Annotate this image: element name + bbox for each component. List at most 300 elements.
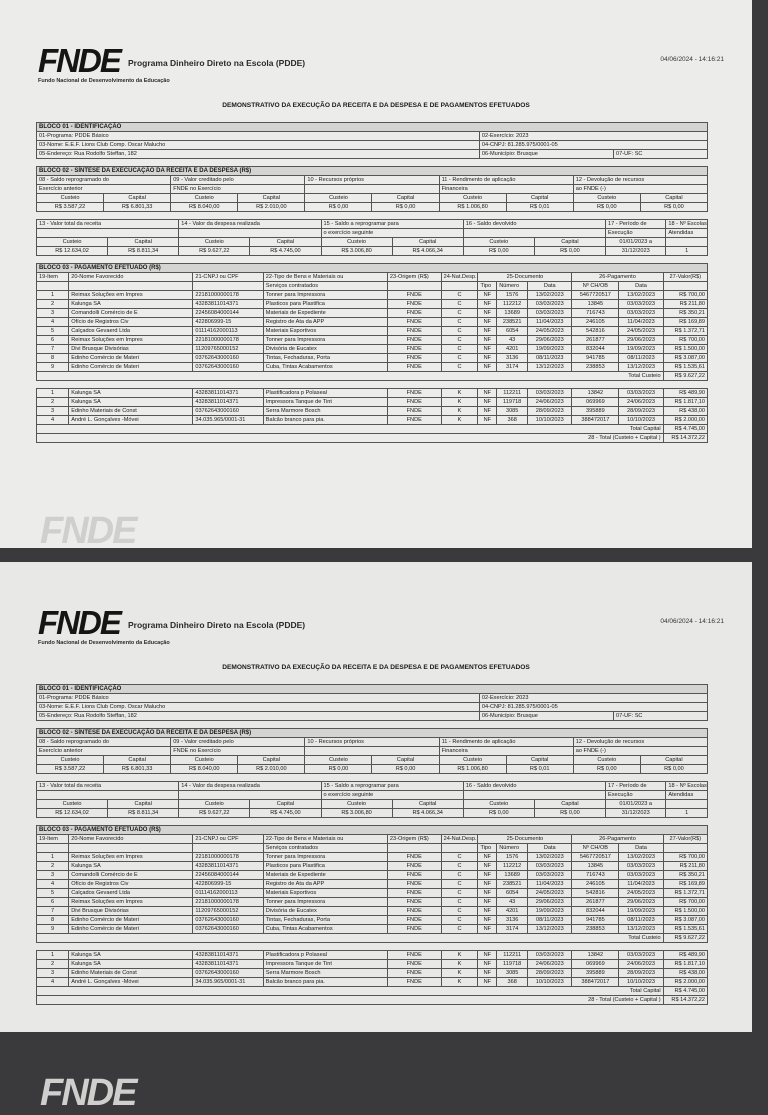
custeio-ch-ob-cell: 832044 bbox=[572, 345, 619, 354]
capital-tipo-bens-cell: Serra Marmore Bosch bbox=[263, 407, 387, 416]
custeio-doc-numero-cell: 112212 bbox=[497, 862, 528, 871]
custeio-doc-data-cell: 13/02/2023 bbox=[528, 291, 572, 300]
h23-origem: 23-Origem (R$) bbox=[387, 273, 441, 282]
endereco-field: 05-Endereço: Rua Rodolfo Steffan, 182 bbox=[37, 150, 480, 159]
custeio-pag-data-cell: 03/03/2023 bbox=[619, 871, 663, 880]
capital-origem-cell: FNDE bbox=[387, 389, 441, 398]
custeio-doc-tipo-cell: NF bbox=[478, 309, 497, 318]
custeio-doc-numero-cell: 43 bbox=[497, 898, 528, 907]
table-row bbox=[37, 416, 708, 425]
custeio-valor-cell: R$ 700,00 bbox=[663, 853, 707, 862]
capital-doc-numero-cell: 368 bbox=[497, 416, 528, 425]
capital-item-cell: 2 bbox=[37, 398, 69, 407]
capital-item-cell: 1 bbox=[37, 951, 69, 960]
custeio-pag-data-cell: 29/06/2023 bbox=[619, 336, 663, 345]
custeio-pag-data-cell: 13/02/2023 bbox=[619, 291, 663, 300]
table-row bbox=[37, 889, 708, 898]
h24-nat-desp: 24-Nat.Desp. bbox=[441, 273, 478, 282]
capital-subheader: Capital bbox=[250, 800, 321, 809]
h-numero: Número bbox=[497, 282, 528, 291]
table-row bbox=[37, 327, 708, 336]
custeio-doc-numero-cell: 3136 bbox=[497, 354, 528, 363]
periodo-fim: 31/12/2023 bbox=[606, 247, 666, 256]
custeio-doc-tipo-cell: NF bbox=[478, 291, 497, 300]
h12-label: 12 - Devolução de recursos bbox=[573, 176, 707, 185]
capital-origem-cell: FNDE bbox=[387, 416, 441, 425]
v09-capital: R$ 2.010,00 bbox=[238, 203, 305, 212]
custeio-origem-cell: FNDE bbox=[387, 907, 441, 916]
capital-favorecido-cell: Edinho Materiais de Const bbox=[69, 407, 193, 416]
capital-nat-desp-cell: K bbox=[441, 407, 478, 416]
h14-label: 14 - Valor da despesa realizada bbox=[179, 220, 321, 229]
capital-origem-cell: FNDE bbox=[387, 951, 441, 960]
capital-subheader: Capital bbox=[534, 800, 605, 809]
capital-doc-tipo-cell: NF bbox=[478, 969, 497, 978]
custeio-pag-data-cell: 13/12/2023 bbox=[619, 925, 663, 934]
custeio-tipo-bens-cell: Materiais Esportivos bbox=[263, 327, 387, 336]
total-geral-label: 28 - Total (Custeio + Capital ) bbox=[37, 996, 664, 1005]
custeio-doc-data-cell: 08/11/2023 bbox=[528, 354, 572, 363]
capital-doc-data-cell: 03/03/2023 bbox=[528, 389, 572, 398]
custeio-doc-data-cell: 11/04/2023 bbox=[528, 318, 572, 327]
municipio-field: 06-Município: Brusque bbox=[479, 150, 613, 159]
capital-ch-ob-cell: 13842 bbox=[572, 951, 619, 960]
custeio-doc-numero-cell: 4201 bbox=[497, 907, 528, 916]
periodo-inicio: 01/01/2023 a bbox=[606, 238, 666, 247]
capital-ch-ob-cell: 13842 bbox=[572, 389, 619, 398]
custeio-nat-desp-cell: C bbox=[441, 898, 478, 907]
h08-label: 08 - Saldo reprogramado do bbox=[37, 176, 171, 185]
custeio-doc-numero-cell: 3174 bbox=[497, 363, 528, 372]
h-data: Data bbox=[528, 844, 572, 853]
capital-valor-cell: R$ 489,90 bbox=[663, 951, 707, 960]
custeio-doc-data-cell: 19/09/2023 bbox=[528, 345, 572, 354]
capital-doc-numero-cell: 112211 bbox=[497, 951, 528, 960]
custeio-tipo-bens-cell: Plasticos para Plastifica bbox=[263, 300, 387, 309]
capital-cnpj-cell: 03762643000160 bbox=[193, 969, 263, 978]
custeio-ch-ob-cell: 246105 bbox=[572, 318, 619, 327]
h18-sub: Atendidas bbox=[666, 791, 708, 800]
custeio-pag-data-cell: 24/05/2023 bbox=[619, 889, 663, 898]
custeio-doc-tipo-cell: NF bbox=[478, 907, 497, 916]
custeio-favorecido-cell: Ofício de Registros Civ bbox=[69, 880, 193, 889]
custeio-tipo-bens-cell: Tintas, Fechaduras, Porta bbox=[263, 916, 387, 925]
custeio-nat-desp-cell: C bbox=[441, 345, 478, 354]
custeio-ch-ob-cell: 542816 bbox=[572, 327, 619, 336]
table-row bbox=[37, 389, 708, 398]
bloco-03-pagamentos bbox=[36, 825, 708, 943]
v16-capital: R$ 0,00 bbox=[534, 247, 605, 256]
custeio-cnpj-cell: 22456084000144 bbox=[193, 871, 263, 880]
custeio-cnpj-cell: 22181000000178 bbox=[193, 853, 263, 862]
custeio-tipo-bens-cell: Materiais de Expediente bbox=[263, 871, 387, 880]
custeio-doc-tipo-cell: NF bbox=[478, 916, 497, 925]
capital-item-cell: 2 bbox=[37, 960, 69, 969]
custeio-valor-cell: R$ 1.500,00 bbox=[663, 345, 707, 354]
custeio-origem-cell: FNDE bbox=[387, 291, 441, 300]
custeio-nat-desp-cell: C bbox=[441, 336, 478, 345]
custeio-ch-ob-cell: 716743 bbox=[572, 309, 619, 318]
table-row bbox=[37, 880, 708, 889]
capital-rows bbox=[37, 389, 708, 425]
v10-capital: R$ 0,00 bbox=[372, 765, 439, 774]
capital-doc-data-cell: 10/10/2023 bbox=[528, 978, 572, 987]
h26-pagamento: 26-Pagamento bbox=[572, 835, 663, 844]
show-through-watermark: FNDE bbox=[40, 510, 136, 552]
capital-doc-data-cell: 28/09/2023 bbox=[528, 407, 572, 416]
custeio-nat-desp-cell: C bbox=[441, 309, 478, 318]
custeio-tipo-bens-cell: Registro de Ata da APP bbox=[263, 318, 387, 327]
h11-label: 11 - Rendimento de aplicação bbox=[439, 176, 573, 185]
custeio-subheader: Custeio bbox=[463, 800, 534, 809]
custeio-origem-cell: FNDE bbox=[387, 318, 441, 327]
v12-capital: R$ 0,00 bbox=[640, 203, 707, 212]
h22-sub: Serviços contratados bbox=[263, 282, 387, 291]
custeio-nat-desp-cell: C bbox=[441, 862, 478, 871]
custeio-item-cell: 4 bbox=[37, 318, 69, 327]
capital-nat-desp-cell: K bbox=[441, 978, 478, 987]
custeio-subheader: Custeio bbox=[37, 194, 104, 203]
h15-label: 15 - Saldo a reprogramar para bbox=[321, 782, 463, 791]
h27-valor: 27-Valor(R$) bbox=[663, 835, 707, 844]
custeio-nat-desp-cell: C bbox=[441, 925, 478, 934]
h-ch-ob: Nº CH/OB bbox=[572, 282, 619, 291]
v12-capital: R$ 0,00 bbox=[640, 765, 707, 774]
custeio-valor-cell: R$ 1.500,00 bbox=[663, 907, 707, 916]
capital-valor-cell: R$ 1.817,10 bbox=[663, 960, 707, 969]
custeio-favorecido-cell: Calçados Gevaerd Ltda bbox=[69, 327, 193, 336]
custeio-doc-tipo-cell: NF bbox=[478, 925, 497, 934]
custeio-tipo-bens-cell: Cuba, Tintas Acabamentos bbox=[263, 925, 387, 934]
custeio-tipo-bens-cell: Registro de Ata da APP bbox=[263, 880, 387, 889]
capital-pag-data-cell: 10/10/2023 bbox=[619, 416, 663, 425]
custeio-doc-data-cell: 03/03/2023 bbox=[528, 300, 572, 309]
custeio-origem-cell: FNDE bbox=[387, 871, 441, 880]
uf-field: 07-UF: SC bbox=[614, 712, 708, 721]
h12-sub: ao FNDE (-) bbox=[573, 185, 707, 194]
h12-sub: ao FNDE (-) bbox=[573, 747, 707, 756]
h11-label: 11 - Rendimento de aplicação bbox=[439, 738, 573, 747]
v15-custeio: R$ 3.006,80 bbox=[321, 809, 392, 818]
capital-favorecido-cell: Edinho Materiais de Const bbox=[69, 969, 193, 978]
custeio-cnpj-cell: 43283811014371 bbox=[193, 300, 263, 309]
capital-nat-desp-cell: K bbox=[441, 416, 478, 425]
custeio-valor-cell: R$ 211,80 bbox=[663, 862, 707, 871]
table-row bbox=[37, 871, 708, 880]
capital-subheader: Capital bbox=[238, 756, 305, 765]
custeio-cnpj-cell: 03762643000160 bbox=[193, 916, 263, 925]
v11-custeio: R$ 1.006,80 bbox=[439, 765, 506, 774]
custeio-doc-tipo-cell: NF bbox=[478, 336, 497, 345]
exercicio-field: 02-Exercício: 2023 bbox=[479, 694, 707, 703]
custeio-origem-cell: FNDE bbox=[387, 916, 441, 925]
custeio-subheader: Custeio bbox=[37, 756, 104, 765]
custeio-pag-data-cell: 11/04/2023 bbox=[619, 880, 663, 889]
capital-subheader: Capital bbox=[506, 194, 573, 203]
custeio-cnpj-cell: 01114162000113 bbox=[193, 327, 263, 336]
capital-item-cell: 4 bbox=[37, 416, 69, 425]
custeio-item-cell: 6 bbox=[37, 336, 69, 345]
custeio-doc-numero-cell: 43 bbox=[497, 336, 528, 345]
custeio-nat-desp-cell: C bbox=[441, 871, 478, 880]
table-row bbox=[37, 951, 708, 960]
h08-label: 08 - Saldo reprogramado do bbox=[37, 738, 171, 747]
h19-item: 19-Item bbox=[37, 835, 69, 844]
v14-capital: R$ 4.745,00 bbox=[250, 809, 321, 818]
custeio-doc-tipo-cell: NF bbox=[478, 889, 497, 898]
custeio-subheader: Custeio bbox=[305, 756, 372, 765]
fnde-logo: FNDE bbox=[38, 604, 120, 641]
custeio-doc-tipo-cell: NF bbox=[478, 345, 497, 354]
capital-ch-ob-cell: 395889 bbox=[572, 407, 619, 416]
custeio-pag-data-cell: 19/09/2023 bbox=[619, 907, 663, 916]
v08-custeio: R$ 3.587,22 bbox=[37, 203, 104, 212]
custeio-origem-cell: FNDE bbox=[387, 327, 441, 336]
custeio-favorecido-cell: Comandolli Comércio de E bbox=[69, 871, 193, 880]
custeio-item-cell: 1 bbox=[37, 291, 69, 300]
total-capital-label: Total Capital bbox=[37, 987, 664, 996]
custeio-nat-desp-cell: C bbox=[441, 889, 478, 898]
capital-subheader: Capital bbox=[104, 194, 171, 203]
periodo-fim: 31/12/2023 bbox=[606, 809, 666, 818]
custeio-nat-desp-cell: C bbox=[441, 327, 478, 336]
custeio-origem-cell: FNDE bbox=[387, 862, 441, 871]
capital-origem-cell: FNDE bbox=[387, 978, 441, 987]
capital-subheader: Capital bbox=[104, 756, 171, 765]
custeio-subheader: Custeio bbox=[463, 238, 534, 247]
custeio-pag-data-cell: 24/05/2023 bbox=[619, 327, 663, 336]
capital-nat-desp-cell: K bbox=[441, 951, 478, 960]
custeio-tipo-bens-cell: Cuba, Tintas Acabamentos bbox=[263, 363, 387, 372]
custeio-valor-cell: R$ 350,21 bbox=[663, 309, 707, 318]
h-ch-ob: Nº CH/OB bbox=[572, 844, 619, 853]
fund-name: Fundo Nacional de Desenvolvimento da Educação bbox=[38, 640, 170, 646]
escolas-blank bbox=[666, 238, 708, 247]
custeio-origem-cell: FNDE bbox=[387, 880, 441, 889]
capital-cnpj-cell: 03762643000160 bbox=[193, 407, 263, 416]
custeio-doc-data-cell: 19/09/2023 bbox=[528, 907, 572, 916]
custeio-item-cell: 5 bbox=[37, 889, 69, 898]
h09-sub: FNDE no Exercício bbox=[171, 185, 305, 194]
custeio-favorecido-cell: Reimax Soluções em Impres bbox=[69, 853, 193, 862]
custeio-subheader: Custeio bbox=[439, 756, 506, 765]
custeio-favorecido-cell: Reimax Soluções em Impres bbox=[69, 291, 193, 300]
h17-label: 17 - Período de bbox=[606, 782, 666, 791]
capital-subheader: Capital bbox=[238, 194, 305, 203]
capital-pag-data-cell: 28/09/2023 bbox=[619, 407, 663, 416]
bloco-02-sintese bbox=[36, 166, 708, 212]
capital-pag-data-cell: 10/10/2023 bbox=[619, 978, 663, 987]
custeio-item-cell: 9 bbox=[37, 363, 69, 372]
capital-subheader: Capital bbox=[108, 238, 179, 247]
escolas-blank bbox=[666, 800, 708, 809]
capital-cnpj-cell: 43283811014371 bbox=[193, 389, 263, 398]
h22-sub: Serviços contratados bbox=[263, 844, 387, 853]
capital-pag-data-cell: 24/06/2023 bbox=[619, 960, 663, 969]
custeio-doc-numero-cell: 4201 bbox=[497, 345, 528, 354]
custeio-tipo-bens-cell: Materiais de Expediente bbox=[263, 309, 387, 318]
capital-doc-numero-cell: 368 bbox=[497, 978, 528, 987]
table-row bbox=[37, 969, 708, 978]
total-geral-label: 28 - Total (Custeio + Capital ) bbox=[37, 434, 664, 443]
capital-subheader: Capital bbox=[506, 756, 573, 765]
custeio-tipo-bens-cell: Plasticos para Plastifica bbox=[263, 862, 387, 871]
table-row bbox=[37, 398, 708, 407]
capital-doc-data-cell: 03/03/2023 bbox=[528, 951, 572, 960]
h09-sub: FNDE no Exercício bbox=[171, 747, 305, 756]
custeio-valor-cell: R$ 700,00 bbox=[663, 898, 707, 907]
v12-custeio: R$ 0,00 bbox=[573, 765, 640, 774]
bloco-02-title: BLOCO 02 - SÍNTESE DA EXECUCAÇÃO DA RECEITA E DA DESPESA (R$) bbox=[37, 729, 708, 738]
custeio-cnpj-cell: 01114162000113 bbox=[193, 889, 263, 898]
custeio-pag-data-cell: 19/09/2023 bbox=[619, 345, 663, 354]
custeio-subheader: Custeio bbox=[37, 238, 108, 247]
capital-doc-numero-cell: 3085 bbox=[497, 407, 528, 416]
escolas-atendidas: 1 bbox=[666, 247, 708, 256]
custeio-doc-tipo-cell: NF bbox=[478, 880, 497, 889]
capital-doc-tipo-cell: NF bbox=[478, 407, 497, 416]
document-page-1 bbox=[0, 0, 752, 552]
capital-doc-data-cell: 24/06/2023 bbox=[528, 398, 572, 407]
h17-sub: Execução bbox=[606, 791, 666, 800]
h08-sub: Exercício anterior bbox=[37, 747, 171, 756]
bloco-01-identificacao bbox=[36, 684, 708, 721]
capital-origem-cell: FNDE bbox=[387, 960, 441, 969]
document-body bbox=[36, 684, 708, 1005]
v15-capital: R$ 4.066,34 bbox=[392, 809, 463, 818]
capital-subheader: Capital bbox=[392, 238, 463, 247]
custeio-doc-tipo-cell: NF bbox=[478, 300, 497, 309]
custeio-item-cell: 4 bbox=[37, 880, 69, 889]
custeio-subheader: Custeio bbox=[171, 756, 238, 765]
capital-subheader: Capital bbox=[392, 800, 463, 809]
custeio-pag-data-cell: 13/02/2023 bbox=[619, 853, 663, 862]
v14-capital: R$ 4.745,00 bbox=[250, 247, 321, 256]
capital-subheader: Capital bbox=[372, 756, 439, 765]
custeio-cnpj-cell: 422806999-15 bbox=[193, 880, 263, 889]
capital-tipo-bens-cell: Plastificadora p Polaseal bbox=[263, 951, 387, 960]
capital-valor-cell: R$ 438,00 bbox=[663, 407, 707, 416]
bloco-03-pagamentos bbox=[36, 263, 708, 381]
v15-capital: R$ 4.066,34 bbox=[392, 247, 463, 256]
capital-nat-desp-cell: K bbox=[441, 389, 478, 398]
h25-documento: 25-Documento bbox=[478, 835, 572, 844]
bloco-02-totais bbox=[36, 781, 708, 818]
custeio-item-cell: 7 bbox=[37, 345, 69, 354]
capital-subheader: Capital bbox=[640, 756, 707, 765]
capital-valor-cell: R$ 489,90 bbox=[663, 389, 707, 398]
custeio-subheader: Custeio bbox=[179, 238, 250, 247]
custeio-item-cell: 5 bbox=[37, 327, 69, 336]
custeio-favorecido-cell: Edinho Comércio de Materi bbox=[69, 363, 193, 372]
custeio-pag-data-cell: 08/11/2023 bbox=[619, 354, 663, 363]
custeio-favorecido-cell: Divi Brusque Divisórias bbox=[69, 907, 193, 916]
custeio-doc-data-cell: 24/05/2023 bbox=[528, 327, 572, 336]
h11-sub: Financeira bbox=[439, 185, 573, 194]
capital-doc-numero-cell: 3085 bbox=[497, 969, 528, 978]
custeio-capital-header-2 bbox=[37, 800, 708, 809]
custeio-favorecido-cell: Kalunga SA bbox=[69, 862, 193, 871]
v16-custeio: R$ 0,00 bbox=[463, 809, 534, 818]
capital-nat-desp-cell: K bbox=[441, 969, 478, 978]
capital-pag-data-cell: 03/03/2023 bbox=[619, 389, 663, 398]
custeio-ch-ob-cell: 13845 bbox=[572, 862, 619, 871]
capital-doc-data-cell: 24/06/2023 bbox=[528, 960, 572, 969]
h09-label: 09 - Valor creditado pelo bbox=[171, 738, 305, 747]
h19-item: 19-Item bbox=[37, 273, 69, 282]
bloco-02-sintese bbox=[36, 728, 708, 774]
custeio-doc-data-cell: 24/05/2023 bbox=[528, 889, 572, 898]
capital-cnpj-cell: 34.035.965/0001-31 bbox=[193, 978, 263, 987]
custeio-origem-cell: FNDE bbox=[387, 345, 441, 354]
custeio-favorecido-cell: Edinho Comércio de Materi bbox=[69, 916, 193, 925]
custeio-doc-data-cell: 13/12/2023 bbox=[528, 363, 572, 372]
custeio-favorecido-cell: Reimax Soluções em Impres bbox=[69, 336, 193, 345]
nome-field: 03-Nome: E.E.F. Lions Club Comp. Oscar Malucho bbox=[37, 141, 480, 150]
capital-doc-numero-cell: 119718 bbox=[497, 960, 528, 969]
custeio-valor-cell: R$ 3.087,00 bbox=[663, 354, 707, 363]
custeio-valor-cell: R$ 211,80 bbox=[663, 300, 707, 309]
custeio-subheader: Custeio bbox=[321, 800, 392, 809]
capital-favorecido-cell: André L. Gonçalves -Móvei bbox=[69, 978, 193, 987]
custeio-doc-numero-cell: 3136 bbox=[497, 916, 528, 925]
total-geral-value: R$ 14.372,22 bbox=[663, 996, 707, 1005]
custeio-ch-ob-cell: 941785 bbox=[572, 354, 619, 363]
custeio-valor-cell: R$ 350,21 bbox=[663, 871, 707, 880]
capital-ch-ob-cell: 388472017 bbox=[572, 416, 619, 425]
h20-nome: 20-Nome Favorecido bbox=[69, 835, 193, 844]
custeio-doc-numero-cell: 3174 bbox=[497, 925, 528, 934]
h12-label: 12 - Devolução de recursos bbox=[573, 738, 707, 747]
custeio-favorecido-cell: Reimax Soluções em Impres bbox=[69, 898, 193, 907]
custeio-nat-desp-cell: C bbox=[441, 880, 478, 889]
custeio-ch-ob-cell: 542816 bbox=[572, 889, 619, 898]
custeio-nat-desp-cell: C bbox=[441, 318, 478, 327]
municipio-field: 06-Município: Brusque bbox=[479, 712, 613, 721]
custeio-rows bbox=[37, 853, 708, 934]
capital-item-cell: 3 bbox=[37, 969, 69, 978]
document-page-2 bbox=[0, 562, 752, 1114]
total-capital-value: R$ 4.745,00 bbox=[663, 425, 707, 434]
table-row bbox=[37, 916, 708, 925]
nome-field: 03-Nome: E.E.F. Lions Club Comp. Oscar Malucho bbox=[37, 703, 480, 712]
custeio-pag-data-cell: 08/11/2023 bbox=[619, 916, 663, 925]
table-row bbox=[37, 291, 708, 300]
bloco-01-title: BLOCO 01 - IDENTIFICAÇÃO bbox=[37, 685, 708, 694]
v10-capital: R$ 0,00 bbox=[372, 203, 439, 212]
table-row bbox=[37, 978, 708, 987]
capital-doc-tipo-cell: NF bbox=[478, 978, 497, 987]
v09-custeio: R$ 8.040,00 bbox=[171, 765, 238, 774]
custeio-subheader: Custeio bbox=[321, 238, 392, 247]
custeio-favorecido-cell: Ofício de Registros Civ bbox=[69, 318, 193, 327]
custeio-doc-numero-cell: 112212 bbox=[497, 300, 528, 309]
capital-doc-data-cell: 10/10/2023 bbox=[528, 416, 572, 425]
table-row bbox=[37, 853, 708, 862]
custeio-subheader: Custeio bbox=[439, 194, 506, 203]
custeio-pag-data-cell: 29/06/2023 bbox=[619, 898, 663, 907]
capital-origem-cell: FNDE bbox=[387, 969, 441, 978]
custeio-pag-data-cell: 11/04/2023 bbox=[619, 318, 663, 327]
custeio-nat-desp-cell: C bbox=[441, 354, 478, 363]
v14-custeio: R$ 9.627,22 bbox=[179, 809, 250, 818]
capital-doc-data-cell: 28/09/2023 bbox=[528, 969, 572, 978]
table-row bbox=[37, 309, 708, 318]
cnpj-field: 04-CNPJ: 81.285.975/0001-05 bbox=[479, 703, 707, 712]
programa-field: 01-Programa: PDDE Básico bbox=[37, 694, 480, 703]
h11-sub: Financeira bbox=[439, 747, 573, 756]
custeio-doc-numero-cell: 238521 bbox=[497, 880, 528, 889]
